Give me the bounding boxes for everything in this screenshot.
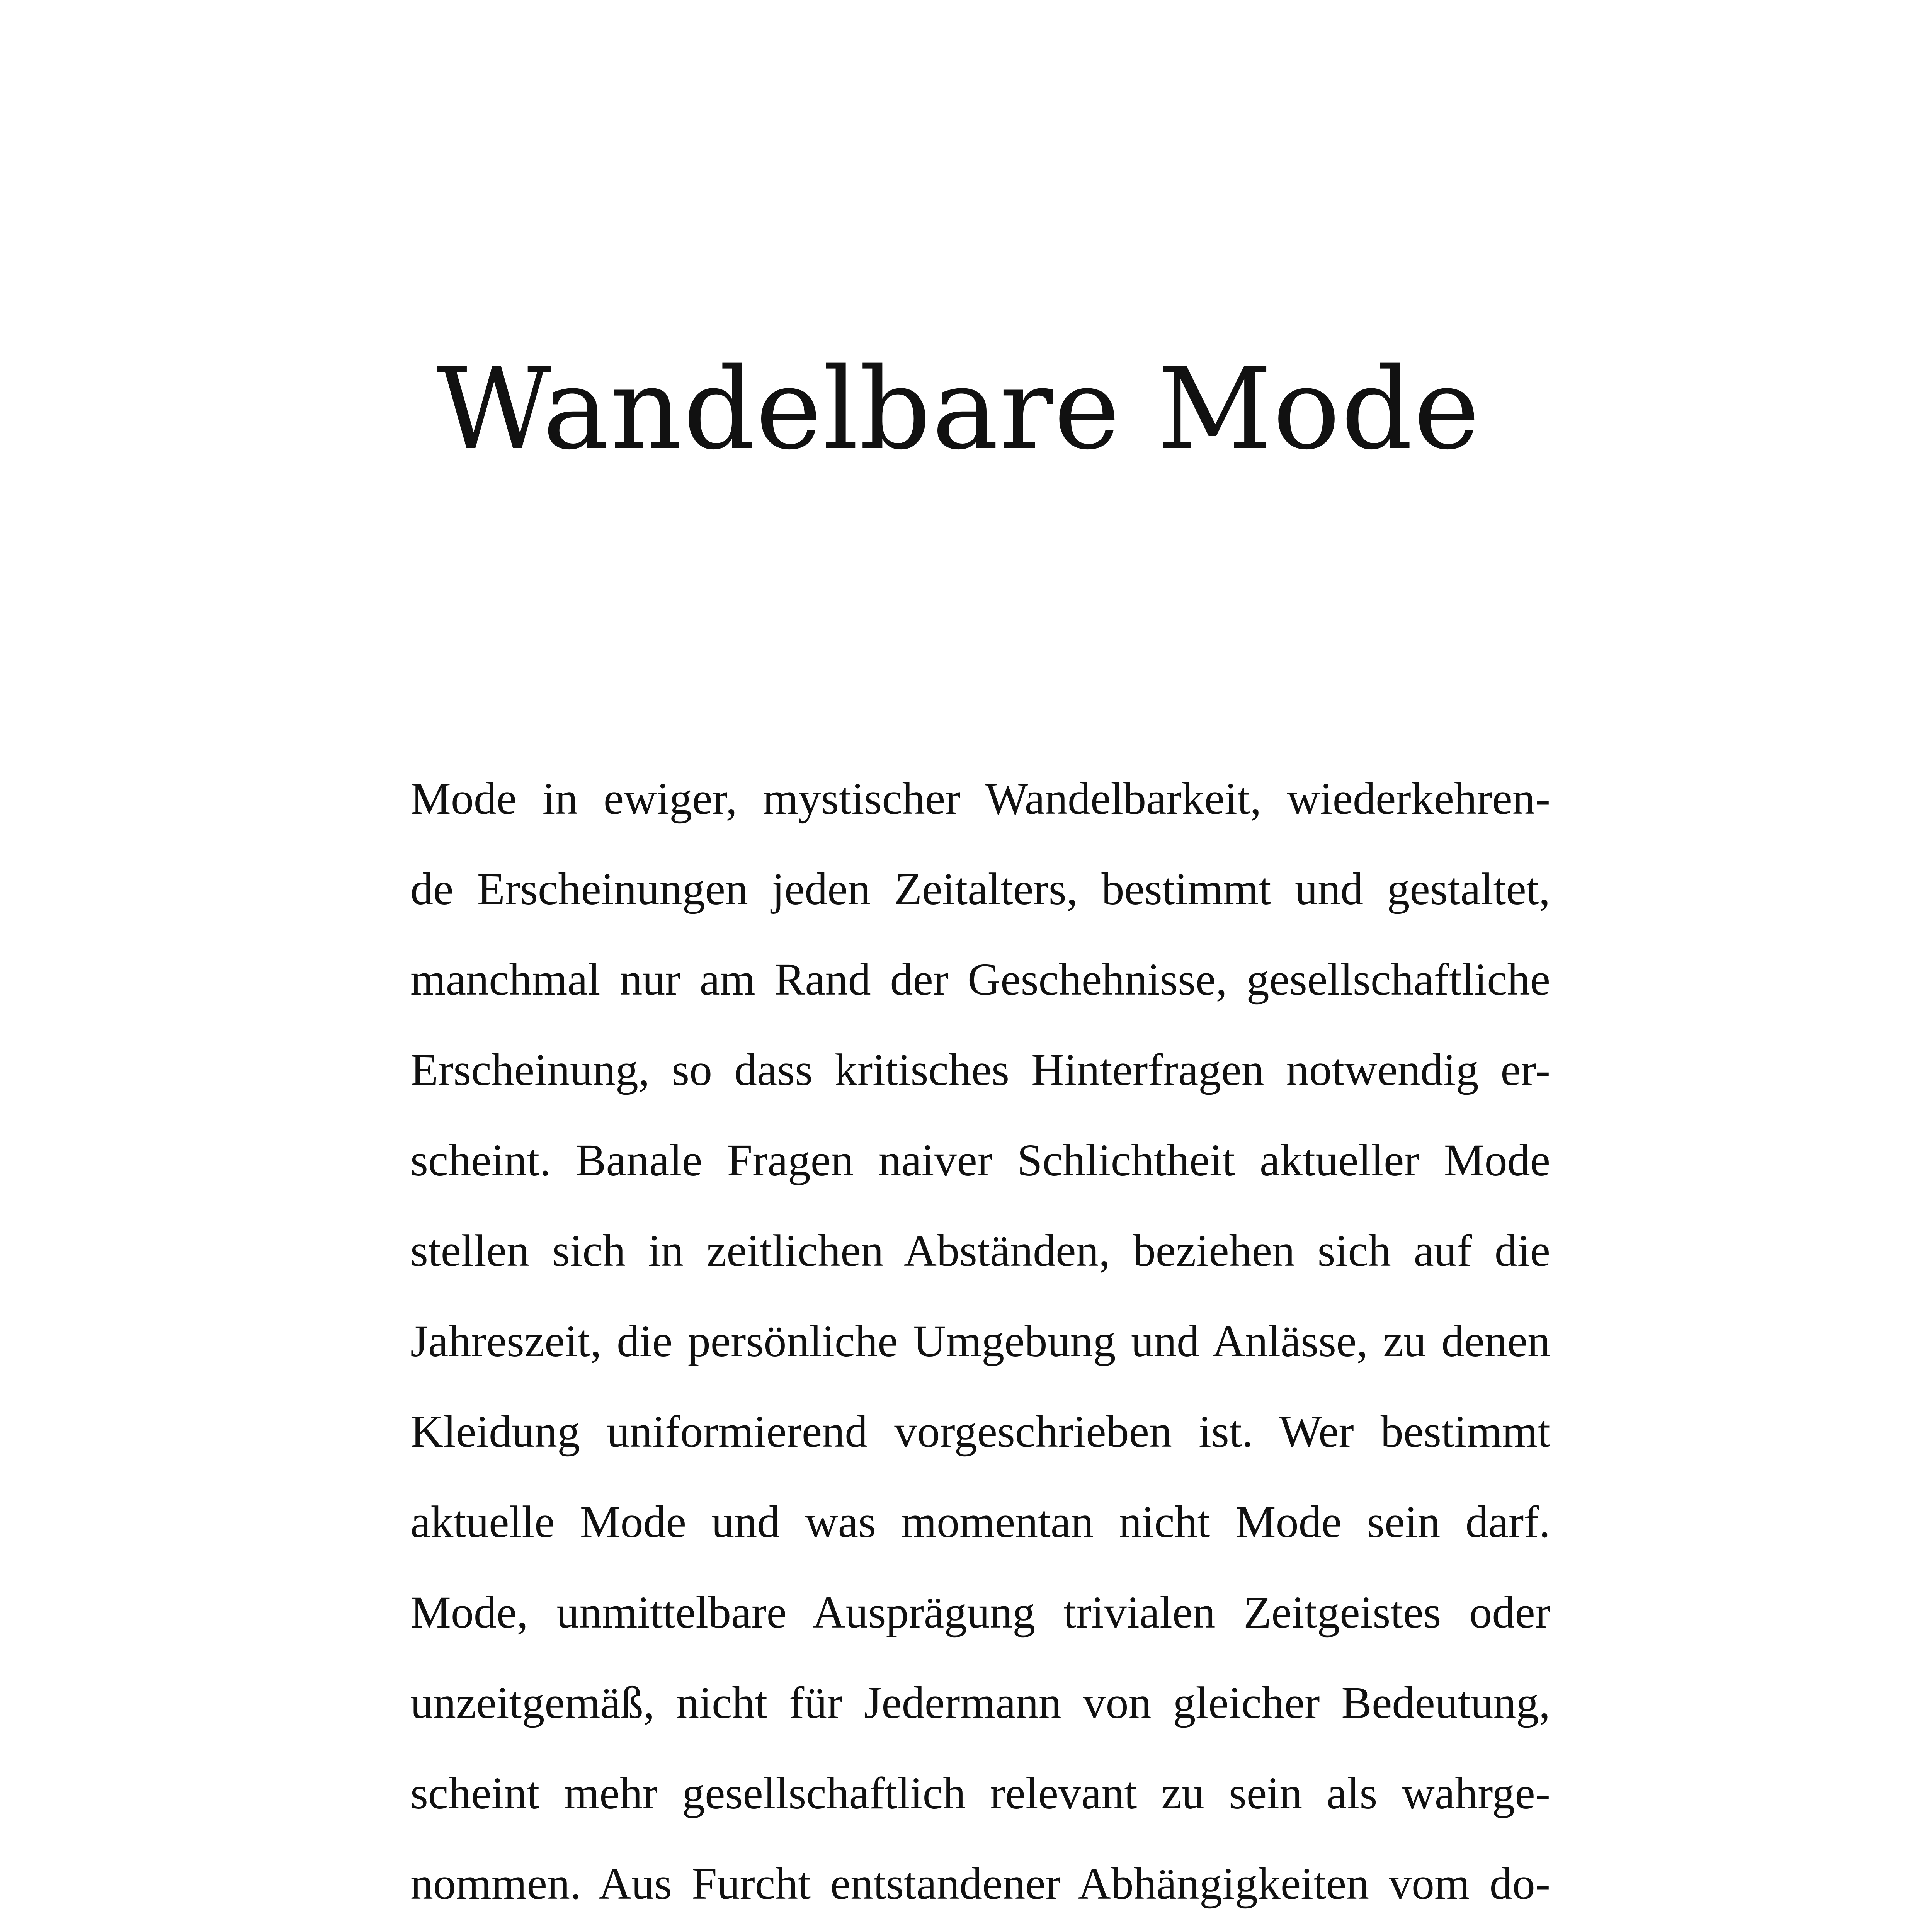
paragraph-line xyxy=(410,1929,1550,1932)
document-title: Wandelbare Mode xyxy=(436,344,1481,474)
paragraph-line: Kleidung uniformierend vorgeschrieben ist. Wer bestimmt xyxy=(410,1406,1550,1457)
paragraph-line: aktuelle Mode und was momentan nicht Mode sein darf. xyxy=(410,1497,1550,1547)
paragraph-line: unzeitgemäß, nicht für Jedermann von gleicher Bedeutung, xyxy=(410,1677,1550,1728)
paragraph-line: de Erscheinungen jeden Zeitalters, bestimmt und gestaltet, xyxy=(410,864,1550,914)
paragraph-line: Erscheinung, so dass kritisches Hinterfragen notwendig er- xyxy=(410,1044,1550,1095)
paragraph-line: Mode, unmittelbare Ausprägung trivialen Zeitgeistes oder xyxy=(410,1587,1550,1638)
paragraph-line: Jahreszeit, die persönliche Umgebung und Anlässe, zu denen xyxy=(410,1316,1550,1366)
paragraph-line: stellen sich in zeitlichen Abständen, beziehen sich auf die xyxy=(410,1225,1550,1276)
paragraph-line: manchmal nur am Rand der Geschehnisse, gesellschaftliche xyxy=(410,954,1550,1005)
paragraph-line: nommen. Aus Furcht entstandener Abhängigkeiten vom do- xyxy=(410,1858,1550,1909)
paragraph-line: Mode in ewiger, mystischer Wandelbarkeit, wiederkehren- xyxy=(410,773,1550,824)
body-paragraph xyxy=(410,753,1550,1932)
paragraph-line: scheint mehr gesellschaftlich relevant zu sein als wahrge- xyxy=(410,1768,1550,1818)
paragraph-line: scheint. Banale Fragen naiver Schlichtheit aktueller Mode xyxy=(410,1135,1550,1185)
